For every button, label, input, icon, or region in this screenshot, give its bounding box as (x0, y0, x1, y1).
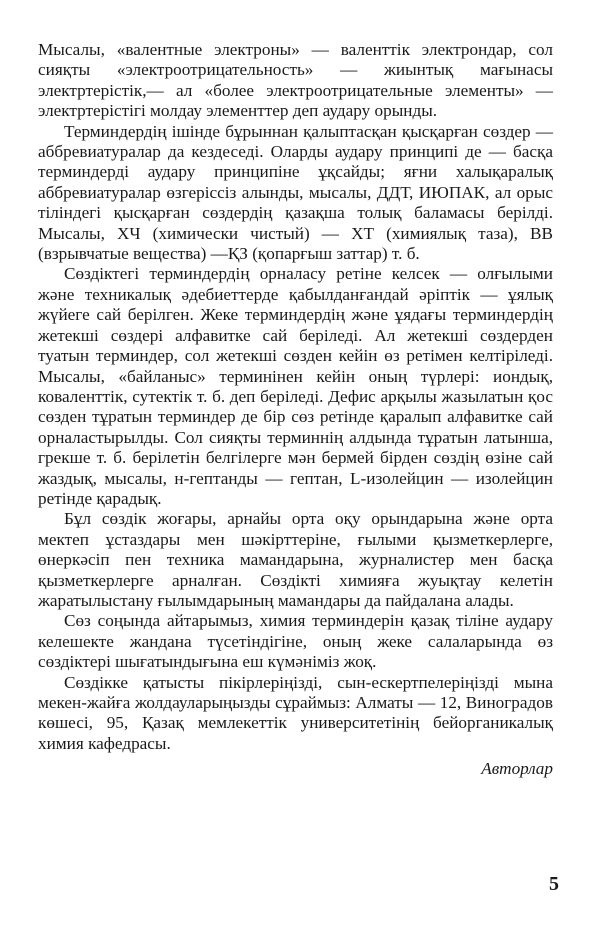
paragraph-audience: Бұл сөздік жоғары, арнайы орта оқу орындарына және орта мектеп ұстаздары мен шәкірттеріне, ғылыми қызметкерлерге, өнеркәсіп пен техника мамандарына, журналистер мен басқа қызметкерлерге арналған. Сөздікті химияға жуықтау келетін жаратылыстану ғылымдарының мамандары да пайдалана алады. (38, 509, 553, 610)
page-body (38, 40, 553, 780)
paragraph-abbreviations: Терминдердің ішінде бұрыннан қалыптасқан қысқарған сөздер — аббревиатуралар да кездеседі. Оларды аудару принципі де — басқа терминдерді аудару принципіне ұқсайды; яғни халықаралық аббревиатуралар өзгеріссіз алынды, мысалы, ДДТ, ИЮПАК, ал орыс тіліндегі қысқарған сөздердің қазақша толық баламасы берілді. Мысалы, ХЧ (химически чистый) — ХТ (химиялық таза), ВВ (взрывчатые вещества) —ҚЗ (қопарғыш заттар) т. б. (38, 121, 553, 264)
paragraph-contact-address: Сөздікке қатысты пікірлеріңізді, сын-ескертпелеріңізді мына мекен-жайға жолдауларыңызды сұраймыз: Алматы — 12, Виноградов көшесі, 95, Қазақ мемлекеттік университетінің бейорганикалық химия кафедрасы. (38, 672, 553, 753)
paragraph-valence-examples: Мысалы, «валентные электроны» — валенттік электрондар, сол сияқты «электроотрицательность» — жиынтық мағынасы электртерістік,— ал «более электроотрицательные элементы» — электртерістігі молдау элементтер деп аудару орынды. (38, 40, 553, 121)
paragraph-term-ordering: Сөздіктегі терминдердің орналасу ретіне келсек — олғылыми және техникалық әдебиеттерде қабылданғандай әріптік — ұялық жүйеге сай берілген. Жеке терминдердің және ұядағы терминдердің жетекші сөздері алфавитке сай беріледі. Ал жетекші сөздерден туатын терминдер, сол жетекші сөзден кейін өз ретімен келтіріледі. Мысалы, «байланыс» терминінен кейін оның түрлері: иондық, коваленттік, сутектік т. б. деп беріледі. Дефис арқылы жазылатын қос сөзден тұратын терминдер де бір сөз ретінде қаралып алфавитке сай орналастырылды. Сол сияқты терминнің алдында тұратын латынша, грекше т. б. берілетін белгілерге мән бермей бірден сөздің өзіне сай жаздық, мысалы, н-гептанды — гептан, L-изолейцин — изолейцин ретінде қарадық. (38, 264, 553, 508)
authors-signature: Авторлар (481, 759, 553, 779)
page-number: 5 (549, 873, 559, 895)
paragraph-conclusion: Сөз соңында айтарымыз, химия терминдерін қазақ тіліне аудару келешекте жандана түсетіндігіне, оның жеке салаларында өз сөздіктері шығатындығына еш күмәніміз жоқ. (38, 611, 553, 672)
